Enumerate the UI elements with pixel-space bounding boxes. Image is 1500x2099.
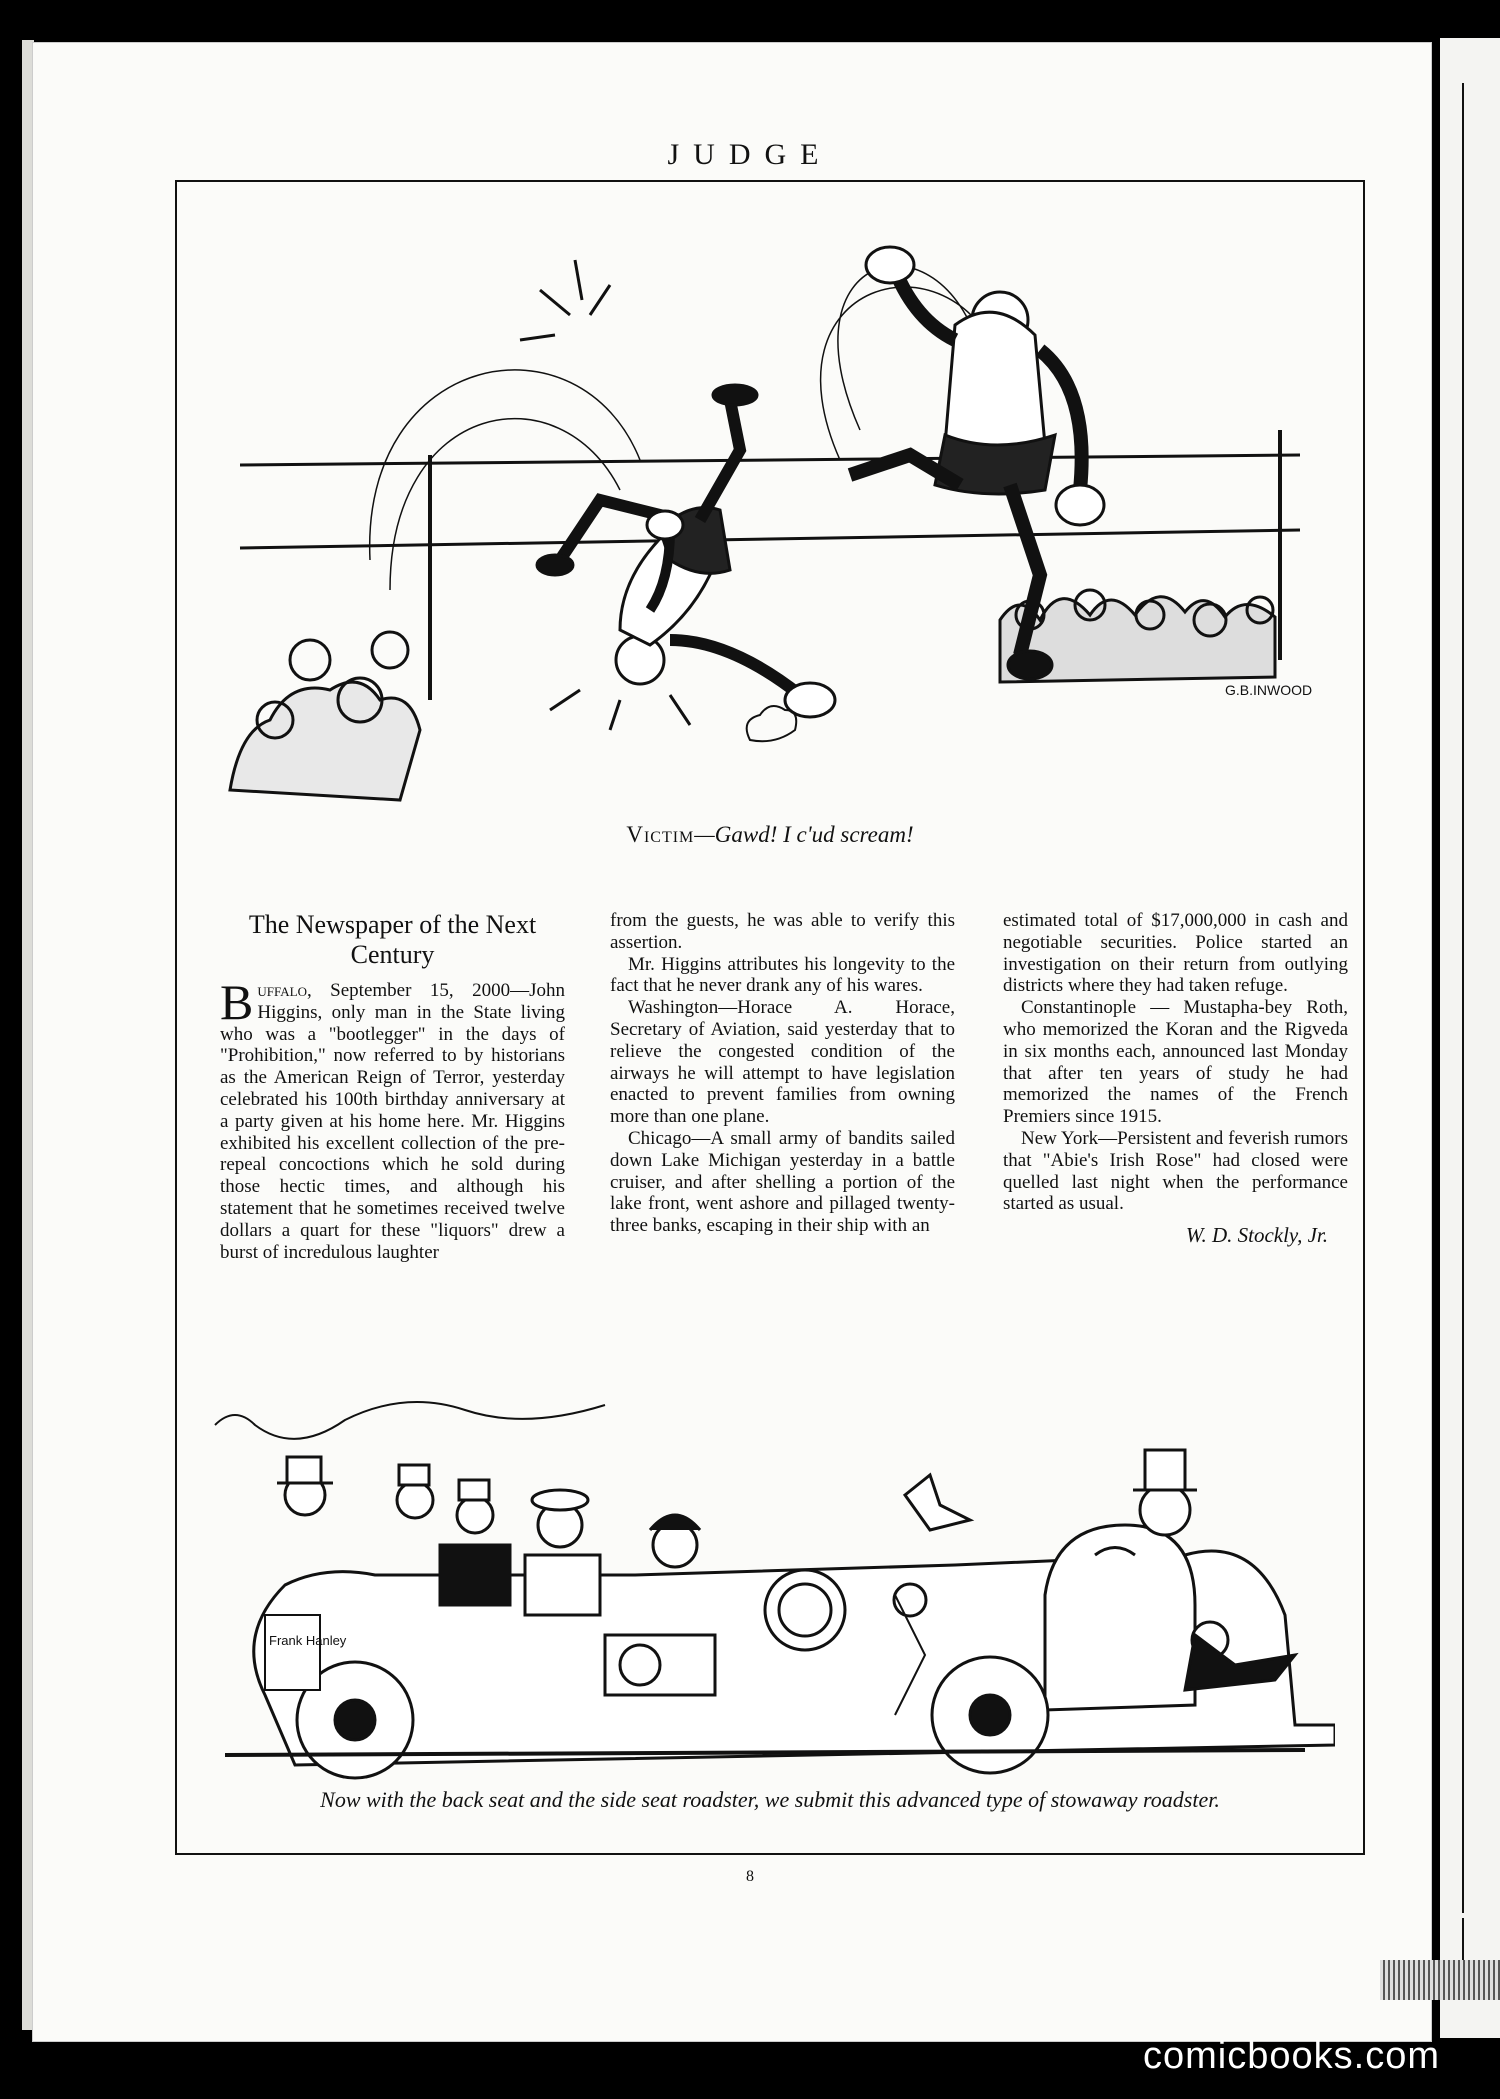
cartoon1-signature: G.B.INWOOD <box>1225 682 1313 698</box>
article-column-2 <box>610 910 955 1237</box>
paragraph: Mr. Higgins attributes his longevity to the fact that he never drank any of his wares. <box>610 953 955 997</box>
crowd-left <box>230 682 420 800</box>
article-column-3 <box>1003 910 1348 1247</box>
paragraph: estimated total of $17,000,000 in cash and negotiable securities. Police started an investigation on their return from outlying districts where they had taken refuge. <box>1003 910 1348 997</box>
byline: W. D. Stockly, Jr. <box>1185 1223 1328 1248</box>
boxer-torso <box>945 312 1045 455</box>
ring-rope-top <box>240 455 1300 465</box>
masthead: JUDGE <box>667 138 833 171</box>
page-number: 8 <box>746 1868 754 1885</box>
car-hood <box>1045 1525 1195 1710</box>
caption-quote: —Gawd! I c'ud scream! <box>694 822 914 847</box>
caption-speaker: Victim <box>626 822 695 847</box>
watermark: comicbooks.com <box>1143 2035 1440 2077</box>
dateline: uffalo, <box>257 980 312 1001</box>
boxer-glove <box>1056 485 1104 525</box>
article-column-1 <box>220 910 565 1263</box>
article-headline: The Newspaper of the Next Century <box>248 910 537 969</box>
cartoon2-signature: Frank Hanley <box>269 1633 347 1648</box>
boxing-cartoon <box>220 230 1320 810</box>
paragraph: from the guests, he was able to verify this assertion. <box>610 910 955 953</box>
dropcap: B <box>220 974 254 1030</box>
article-lead-paragraph: September 15, 2000—John Higgins, only man in the State living who was a "bootlegger" in the days of "Prohibition," now referred to by historians as the American Reign of Terror, yesterday celebrated his 100th birthday anniversary at a party given at his home here. Mr. Higgins exhibited his excellent collection of the pre-repeal concoctions which he sold during those hectic times, and although his statement that he sometimes received twelve dollars a quart for these "liquors" drew a burst of incredulous laughter <box>220 980 565 1263</box>
cartoon2-caption: Now with the back seat and the side seat roadster, we submit this advanced type of stowaway roadster. <box>320 1787 1220 1812</box>
paragraph: Constantinople — Mustapha-bey Roth, who memorized the Koran and the Rigveda in six months each, announced last Monday that after ten years of study he had memorized the names of the French Premiers since 1915. <box>1003 997 1348 1128</box>
stacked-page-edges <box>1380 1960 1500 2000</box>
paragraph: Chicago—A small army of bandits sailed down Lake Michigan yesterday in a battle cruiser, and after shelling a portion of the lake front, went ashore and pillaged twenty-three banks, escaping in their ship with an <box>610 1127 955 1237</box>
cartoon1-caption <box>175 822 1365 848</box>
ring-rope-middle <box>240 530 1300 548</box>
fallen-boxer-head <box>616 636 664 684</box>
dog <box>905 1475 970 1530</box>
paragraph: Washington—Horace A. Horace, Secretary of Aviation, said yesterday that to relieve the congested condition of the airways he will attempt to have legislation enacted to prevent families from owning more than one plane. <box>610 997 955 1128</box>
facing-page-strip <box>1440 38 1500 2038</box>
paragraph: New York—Persistent and feverish rumors that "Abie's Irish Rose" had closed were quelled last night when the performance started as usual. <box>1003 1127 1348 1215</box>
roadster-cartoon <box>205 1395 1335 1785</box>
